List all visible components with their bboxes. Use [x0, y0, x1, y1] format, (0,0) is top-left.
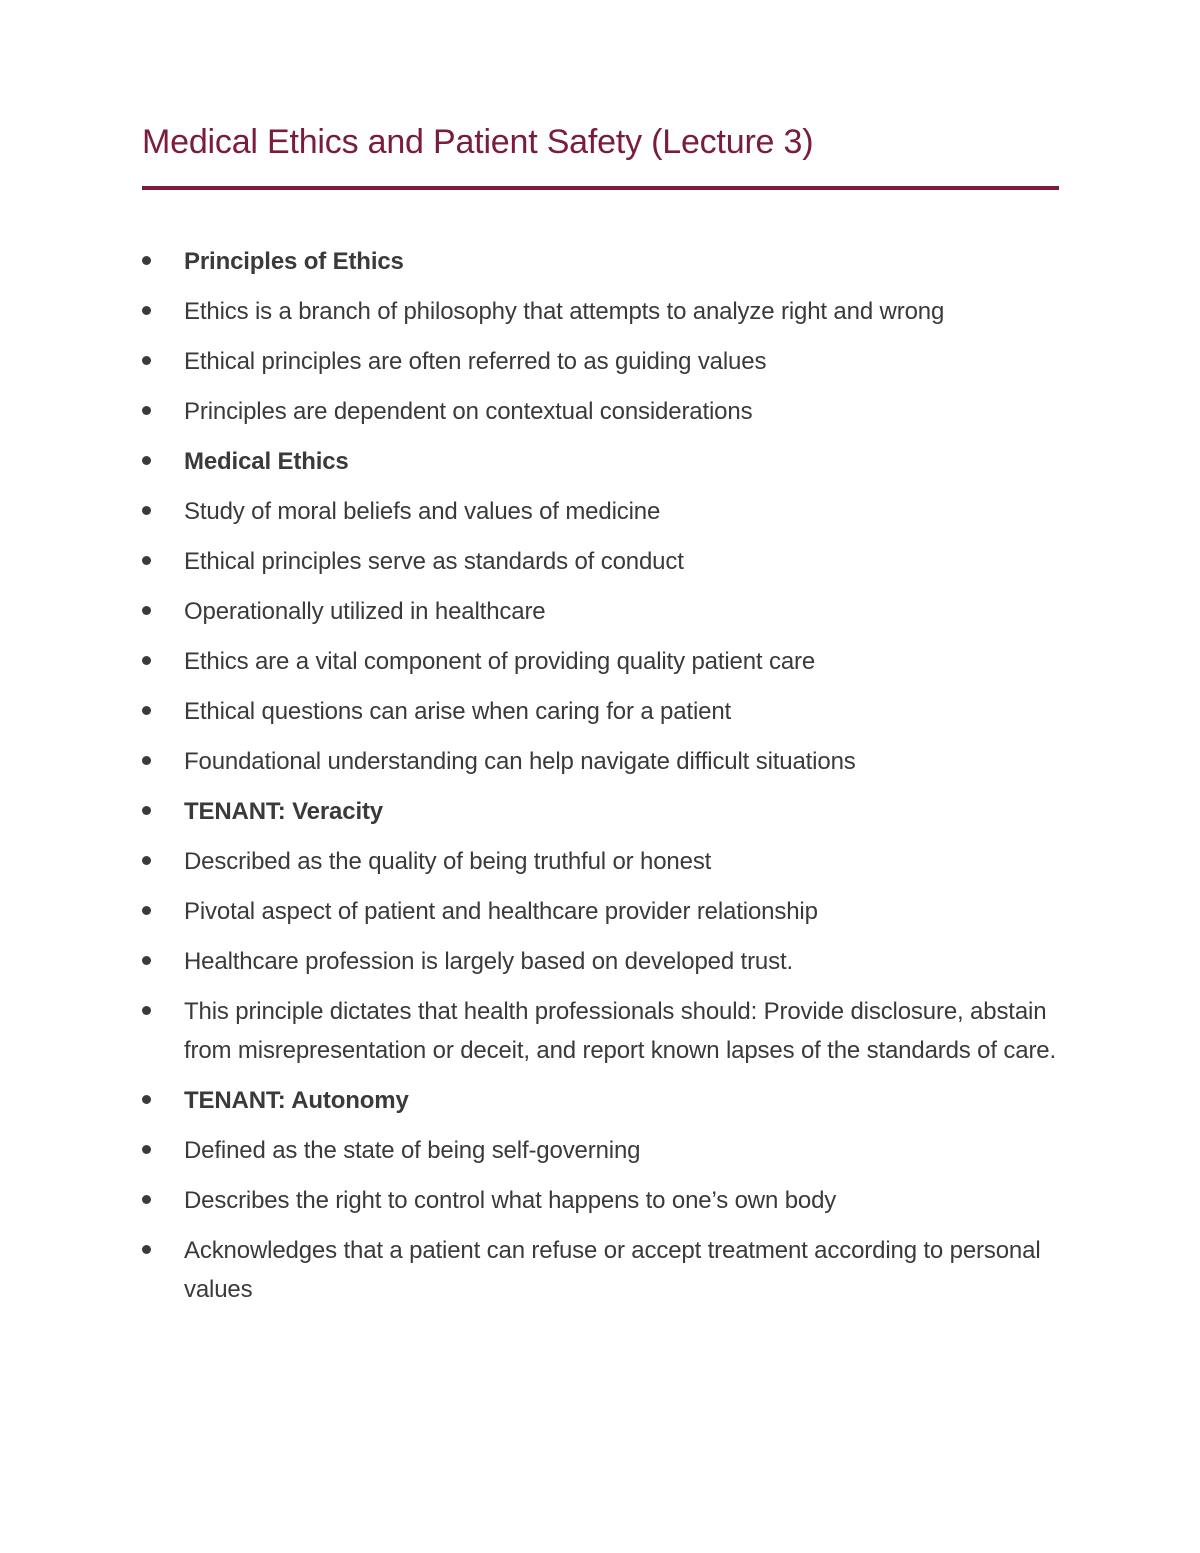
bullet-item: [142, 1131, 1059, 1170]
document-title: Medical Ethics and Patient Safety (Lecture 3): [142, 123, 814, 161]
bullet-text: Acknowledges that a patient can refuse or accept treatment according to personal values: [184, 1237, 1041, 1303]
bullet-dot-icon: [142, 256, 151, 265]
bullet-text: Ethics is a branch of philosophy that attempts to analyze right and wrong: [184, 298, 945, 325]
section-heading-item: [142, 1081, 1059, 1120]
bullet-text: Operationally utilized in healthcare: [184, 598, 546, 625]
bullet-item: [142, 1231, 1059, 1309]
bullet-item: [142, 342, 1059, 381]
section-heading-item: [142, 442, 1059, 481]
bullet-dot-icon: [142, 656, 151, 665]
bullet-dot-icon: [142, 556, 151, 565]
bullet-dot-icon: [142, 406, 151, 415]
bullet-text: Ethical questions can arise when caring for a patient: [184, 698, 732, 725]
bullet-dot-icon: [142, 756, 151, 765]
title-underline: [142, 186, 1059, 190]
bullet-dot-icon: [142, 1095, 151, 1104]
bullet-item: [142, 292, 1059, 331]
section-heading-text: TENANT: Veracity: [184, 798, 383, 825]
section-heading-item: [142, 242, 1059, 281]
bullet-text: Ethics are a vital component of providing quality patient care: [184, 648, 816, 675]
bullet-text: Described as the quality of being truthful or honest: [184, 848, 712, 875]
section-heading-text: Principles of Ethics: [184, 248, 404, 275]
bullet-text: Ethical principles are often referred to as guiding values: [184, 348, 767, 375]
bullet-text: Study of moral beliefs and values of medicine: [184, 498, 661, 525]
bullet-item: [142, 592, 1059, 631]
section-heading-text: Medical Ethics: [184, 448, 349, 475]
bullet-item: [142, 1181, 1059, 1220]
bullet-text: Foundational understanding can help navigate difficult situations: [184, 748, 856, 775]
bullet-dot-icon: [142, 456, 151, 465]
bullet-dot-icon: [142, 1195, 151, 1204]
bullet-text: Ethical principles serve as standards of conduct: [184, 548, 684, 575]
bullet-text: This principle dictates that health professionals should: Provide disclosure, abstain from misrepresentation or deceit, and report known lapses of the standards of care.: [184, 998, 1057, 1064]
bullet-item: [142, 842, 1059, 881]
bullet-dot-icon: [142, 856, 151, 865]
bullet-dot-icon: [142, 1006, 151, 1015]
bullet-dot-icon: [142, 306, 151, 315]
bullet-item: [142, 992, 1059, 1070]
bullet-dot-icon: [142, 956, 151, 965]
bullet-item: [142, 692, 1059, 731]
bullet-text: Describes the right to control what happens to one’s own body: [184, 1187, 837, 1214]
bullet-item: [142, 942, 1059, 981]
bullet-item: [142, 392, 1059, 431]
bullet-item: [142, 492, 1059, 531]
bullet-list: [142, 242, 1059, 1309]
section-heading-text: TENANT: Autonomy: [184, 1087, 409, 1114]
bullet-dot-icon: [142, 806, 151, 815]
section-heading-item: [142, 792, 1059, 831]
bullet-dot-icon: [142, 356, 151, 365]
bullet-dot-icon: [142, 706, 151, 715]
bullet-dot-icon: [142, 506, 151, 515]
bullet-text: Defined as the state of being self-governing: [184, 1137, 641, 1164]
bullet-dot-icon: [142, 1245, 151, 1254]
bullet-text: Pivotal aspect of patient and healthcare provider relationship: [184, 898, 818, 925]
bullet-item: [142, 892, 1059, 931]
bullet-text: Healthcare profession is largely based on developed trust.: [184, 948, 793, 975]
bullet-item: [142, 742, 1059, 781]
bullet-item: [142, 542, 1059, 581]
bullet-item: [142, 642, 1059, 681]
bullet-dot-icon: [142, 606, 151, 615]
bullet-dot-icon: [142, 1145, 151, 1154]
bullet-dot-icon: [142, 906, 151, 915]
bullet-text: Principles are dependent on contextual considerations: [184, 398, 753, 425]
